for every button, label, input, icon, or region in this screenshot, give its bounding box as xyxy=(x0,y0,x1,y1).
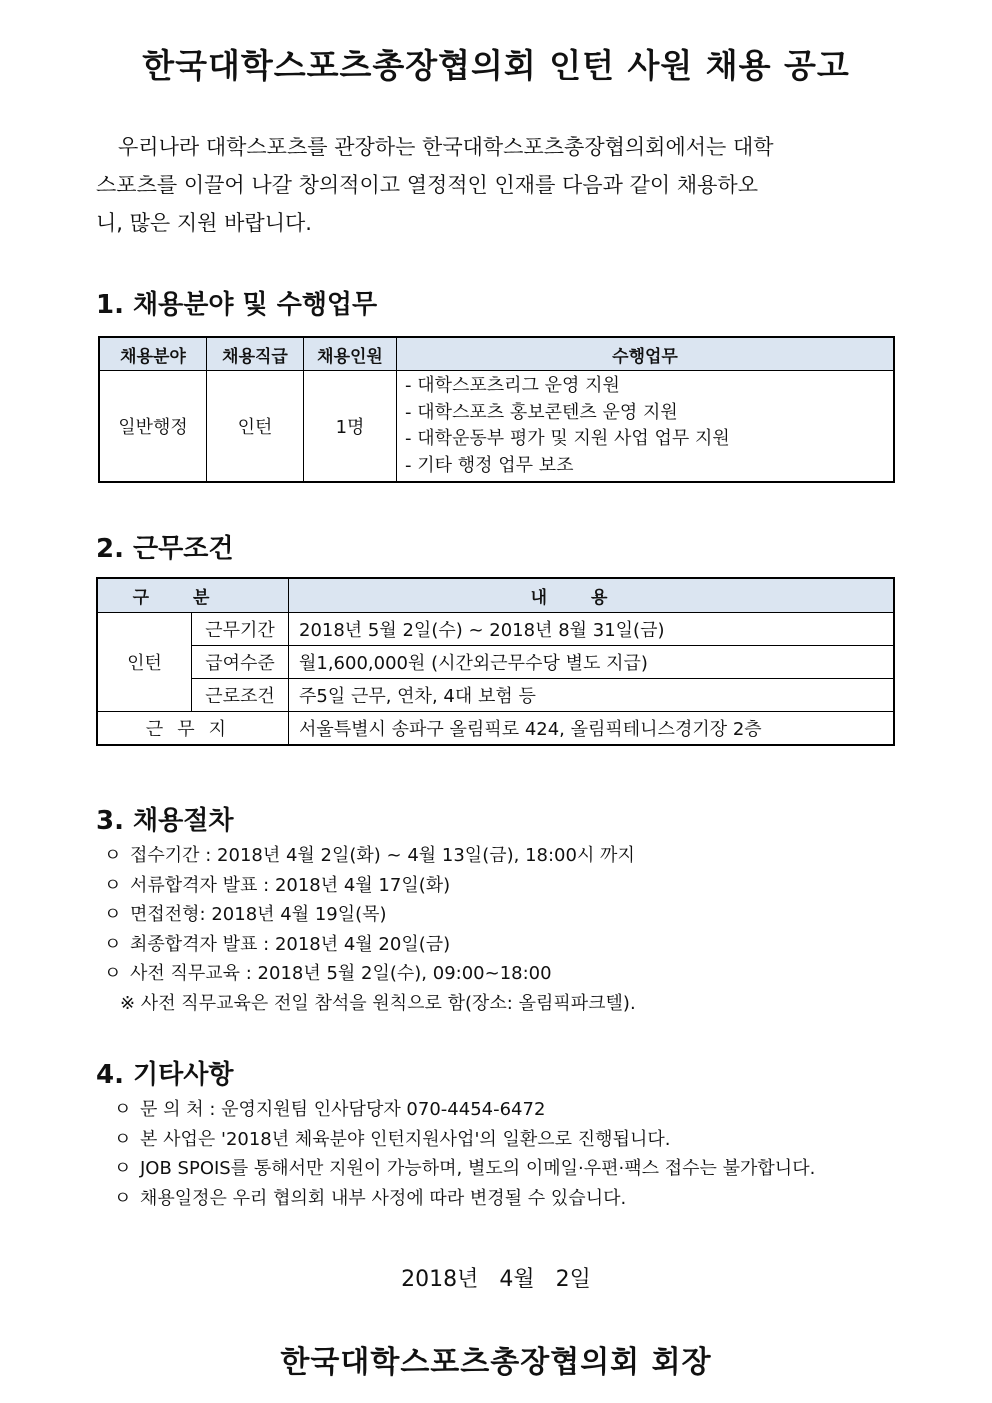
header-category: 구분 xyxy=(97,578,289,613)
intro-line: 우리나라 대학스포츠를 관장하는 한국대학스포츠총장협의회에서는 대학 xyxy=(118,135,774,159)
bullet-icon: ㅇ xyxy=(114,1099,132,1120)
cell-label: 근무기간 xyxy=(192,613,289,646)
other-info-list xyxy=(114,1095,815,1213)
header-count: 채용인원 xyxy=(304,337,397,371)
recruitment-table xyxy=(98,336,895,483)
duty-item: - 기타 행정 업무 보조 xyxy=(405,454,574,476)
conditions-table xyxy=(96,577,895,746)
notice-date: 2018년 4월 2일 xyxy=(401,1267,591,1292)
page-title: 한국대학스포츠총장협의회 인턴 사원 채용 공고 xyxy=(142,46,850,85)
header-rank: 채용직급 xyxy=(207,337,304,371)
section2-heading: 2. 근무조건 xyxy=(96,534,234,564)
cell-duties xyxy=(397,371,895,483)
bullet-icon: ㅇ xyxy=(104,963,122,984)
cell-group: 인턴 xyxy=(97,613,192,712)
table-header-row xyxy=(97,578,894,613)
duty-item: - 대학스포츠 홍보콘텐츠 운영 지원 xyxy=(405,401,678,423)
cell-location-label: 근무지 xyxy=(97,712,289,746)
list-item: ㅇ 접수기간 : 2018년 4월 2일(화) ~ 4월 13일(금), 18:00시 까지 xyxy=(104,841,636,871)
list-item: ㅇ 최종합격자 발표 : 2018년 4월 20일(금) xyxy=(104,930,636,960)
duty-item: - 대학운동부 평가 및 지원 사업 업무 지원 xyxy=(405,428,730,449)
table-row xyxy=(97,712,894,746)
cell-label: 근로조건 xyxy=(192,679,289,712)
bullet-icon: ㅇ xyxy=(114,1128,132,1150)
section3-heading: 3. 채용절차 xyxy=(96,806,234,836)
list-item: ㅇ JOB SPOIS를 통해서만 지원이 가능하며, 별도의 이메일·우편·팩스 접수는 불가합니다. xyxy=(114,1154,815,1184)
table-row xyxy=(99,371,894,483)
list-item: ㅇ 사전 직무교육 : 2018년 5월 2일(수), 09:00~18:00 xyxy=(104,959,636,989)
bullet-icon: ㅇ xyxy=(104,933,122,955)
procedure-note: ※ 사전 직무교육은 전일 참석을 원칙으로 함(장소: 올림픽파크텔). xyxy=(120,992,636,1014)
list-item: ㅇ 채용일정은 우리 협의회 내부 사정에 따라 변경될 수 있습니다. xyxy=(114,1184,815,1214)
cell-field: 일반행정 xyxy=(99,371,207,483)
header-field: 채용분야 xyxy=(99,337,207,371)
intro-line: 스포츠를 이끌어 나갈 창의적이고 열정적인 인재를 다음과 같이 채용하오 xyxy=(96,173,758,197)
header-content: 내용 xyxy=(289,578,895,613)
list-item: ㅇ 면접전형: 2018년 4월 19일(목) xyxy=(104,900,636,930)
intro-paragraph xyxy=(96,128,896,242)
intro-line: 니, 많은 지원 바랍니다. xyxy=(96,211,312,235)
list-item: ㅇ 본 사업은 '2018년 체육분야 인턴지원사업'의 일환으로 진행됩니다. xyxy=(114,1125,815,1155)
section1-heading: 1. 채용분야 및 수행업무 xyxy=(96,290,378,320)
cell-location: 서울특별시 송파구 올림픽로 424, 올림픽테니스경기장 2층 xyxy=(289,712,895,746)
header-duties: 수행업무 xyxy=(397,337,895,371)
procedure-list xyxy=(104,841,636,1018)
cell-value: 주5일 근무, 연차, 4대 보험 등 xyxy=(289,679,895,712)
cell-value: 2018년 5월 2일(수) ~ 2018년 8월 31일(금) xyxy=(289,613,895,646)
duty-item: - 대학스포츠리그 운영 지원 xyxy=(405,375,620,396)
cell-count: 1명 xyxy=(304,371,397,483)
bullet-icon: ㅇ xyxy=(114,1158,132,1179)
cell-label: 급여수준 xyxy=(192,646,289,679)
bullet-icon: ㅇ xyxy=(114,1187,132,1209)
bullet-icon: ㅇ xyxy=(104,845,122,866)
table-header-row xyxy=(99,337,894,371)
list-item: ㅇ 서류합격자 발표 : 2018년 4월 17일(화) xyxy=(104,871,636,901)
cell-rank: 인턴 xyxy=(207,371,304,483)
cell-value: 월1,600,000원 (시간외근무수당 별도 지급) xyxy=(289,646,895,679)
table-row xyxy=(97,613,894,646)
table-row xyxy=(97,679,894,712)
signature-org: 한국대학스포츠총장협의회 회장 xyxy=(280,1345,712,1380)
table-row xyxy=(97,646,894,679)
bullet-icon: ㅇ xyxy=(104,904,122,925)
list-item: ㅇ 문 의 처 : 운영지원팀 인사담당자 070-4454-6472 xyxy=(114,1095,815,1125)
section4-heading: 4. 기타사항 xyxy=(96,1060,234,1090)
bullet-icon: ㅇ xyxy=(104,874,122,896)
